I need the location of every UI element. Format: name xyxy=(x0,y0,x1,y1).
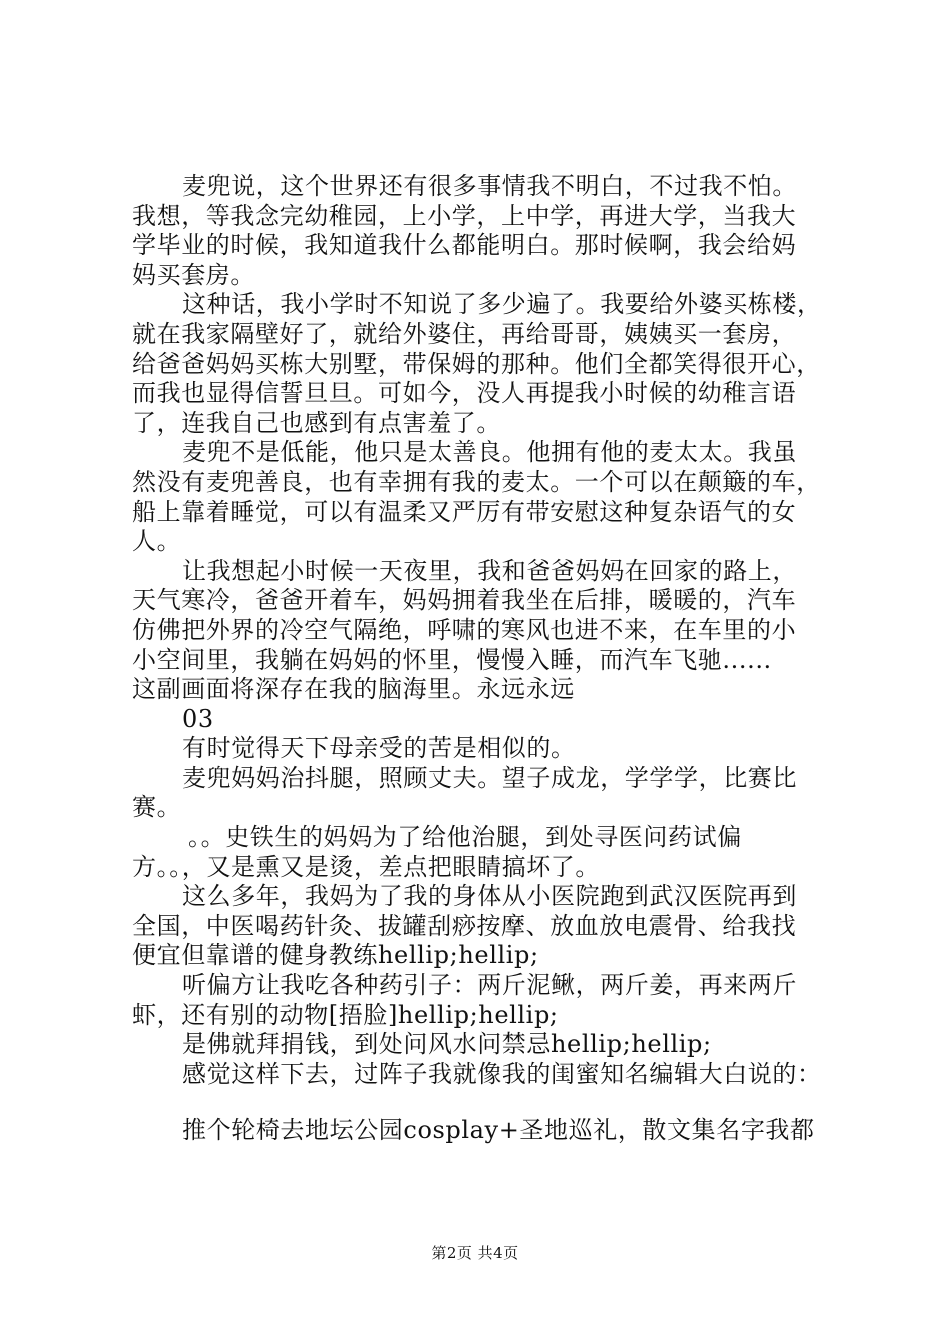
text-line: 便宜但靠谱的健身教练hellip;hellip; xyxy=(132,941,539,970)
text-line: 人。 xyxy=(132,527,182,556)
text-line: 麦兜妈妈治抖腿，照顾丈夫。望子成龙，学学学，比赛比 xyxy=(182,763,797,792)
text-line: 感觉这样下去，过阵子我就像我的闺蜜知名编辑大白说的： xyxy=(182,1059,822,1088)
text-line: 我想，等我念完幼稚园，上小学，上中学，再进大学，当我大 xyxy=(132,201,797,230)
text-line: 了，连我自己也感到有点害羞了。 xyxy=(132,408,501,437)
text-line: 仿佛把外界的冷空气隔绝，呼啸的寒风也进不来，在车里的小 xyxy=(132,615,797,644)
text-line: 。。史铁生的妈妈为了给他治腿，到处寻医问药试偏 xyxy=(188,823,742,852)
text-line: 赛。 xyxy=(132,793,182,822)
text-line: 让我想起小时候一天夜里，我和爸爸妈妈在回家的路上， xyxy=(182,556,797,585)
text-line: 推个轮椅去地坛公园cosplay+圣地巡礼，散文集名字我都 xyxy=(182,1116,815,1145)
text-line: 然没有麦兜善良，也有幸拥有我的麦太。一个可以在颠簸的车， xyxy=(132,467,821,496)
text-line: 麦兜说，这个世界还有很多事情我不明白，不过我不怕。 xyxy=(182,172,797,200)
text-line: 而我也显得信誓旦旦。可如今，没人再提我小时候的幼稚言语 xyxy=(132,379,797,408)
text-line: 听偏方让我吃各种药引子：两斤泥鳅，两斤姜，再来两斤 xyxy=(182,971,797,1000)
text-line: 虾，还有别的动物[捂脸]hellip;hellip; xyxy=(132,1000,559,1029)
page-footer: 第2页 共4页 xyxy=(431,1244,519,1262)
text-line: 学毕业的时候，我知道我什么都能明白。那时候啊，我会给妈 xyxy=(132,231,797,260)
text-line: 就在我家隔壁好了，就给外婆住，再给哥哥，姨姨买一套房， xyxy=(132,319,797,348)
text-line: 这种话，我小学时不知说了多少遍了。我要给外婆买栋楼， xyxy=(182,290,822,319)
text-line: 是佛就拜捐钱，到处问风水问禁忌hellip;hellip; xyxy=(182,1030,712,1059)
body-text xyxy=(132,172,832,1146)
text-line: 妈买套房。 xyxy=(132,260,255,289)
text-line: 方。。，又是熏又是烫，差点把眼睛搞坏了。 xyxy=(132,852,600,881)
text-line: 给爸爸妈妈买栋大别墅，带保姆的那种。他们全都笑得很开心， xyxy=(132,349,821,378)
text-line: 有时觉得天下母亲受的苦是相似的。 xyxy=(182,734,576,763)
text-line: 麦兜不是低能，他只是太善良。他拥有他的麦太太。我虽 xyxy=(182,438,797,467)
text-line: 这副画面将深存在我的脑海里。永远永远 xyxy=(132,675,575,704)
text-line: 小空间里，我躺在妈妈的怀里，慢慢入睡，而汽车飞驰...... xyxy=(132,645,772,674)
text-line: 天气寒冷，爸爸开着车，妈妈拥着我坐在后排，暖暖的，汽车 xyxy=(132,586,797,615)
text-line: 这么多年，我妈为了我的身体从小医院跑到武汉医院再到 xyxy=(182,882,797,911)
section-number: 03 xyxy=(182,704,214,733)
text-line: 全国，中医喝药针灸、拔罐刮痧按摩、放血放电震骨、给我找 xyxy=(132,911,797,940)
paragraph-gap xyxy=(132,1089,832,1116)
text-line: 船上靠着睡觉，可以有温柔又严厉有带安慰这种复杂语气的女 xyxy=(132,497,797,526)
